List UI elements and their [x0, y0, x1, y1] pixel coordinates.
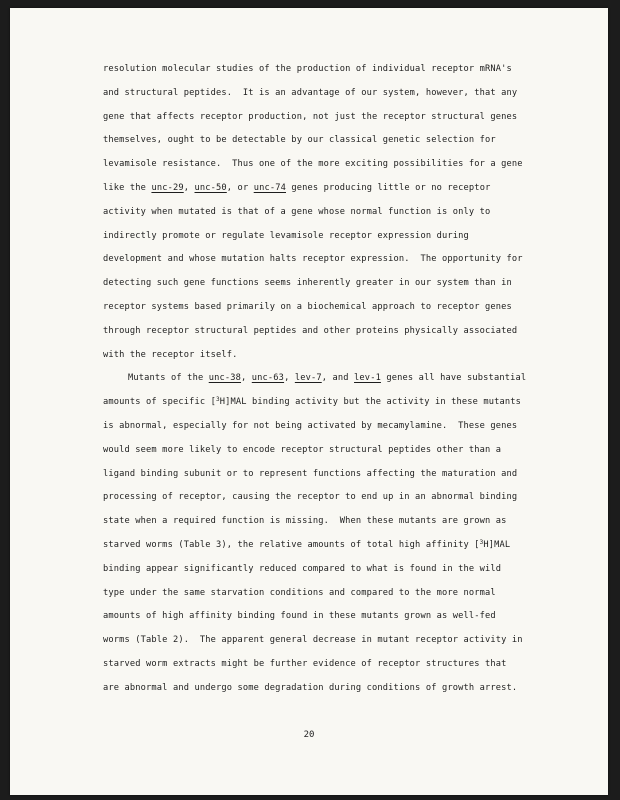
gene-name: unc-74: [253, 182, 286, 193]
text-run: ,: [284, 373, 295, 384]
text-run: like the: [103, 182, 152, 193]
document-page: [10, 8, 608, 795]
page-number: 20: [303, 730, 315, 740]
gene-name: unc-29: [151, 182, 184, 193]
text-line: is abnormal, especially for not being activated by mecamylamine. These genes: [103, 420, 518, 431]
text-line: development and whose mutation halts receptor expression. The opportunity for: [103, 254, 523, 265]
text-line: amounts of high affinity binding found in these mutants grown as well-fed: [103, 611, 496, 622]
text-run: ,: [241, 373, 252, 384]
text-run: H]MAL: [483, 539, 511, 550]
text-line: processing of receptor, causing the receptor to end up in an abnormal binding: [103, 492, 518, 503]
gene-name: lev-7: [294, 373, 322, 384]
text-run: Mutants of the: [128, 373, 209, 384]
text-run: ,: [183, 182, 195, 193]
text-line: and structural peptides. It is an advantage of our system, however, that any: [103, 87, 518, 98]
text-line: activity when mutated is that of a gene whose normal function is only to: [103, 206, 491, 217]
text-line: detecting such gene functions seems inherently greater in our system than in: [103, 278, 512, 289]
text-line: binding appear significantly reduced compared to what is found in the wild: [103, 563, 502, 574]
text-line: with the receptor itself.: [103, 349, 238, 360]
gene-name: unc-50: [194, 182, 227, 193]
text-line: levamisole resistance. Thus one of the more exciting possibilities for a gene: [103, 159, 523, 170]
text-line: [103, 534, 583, 558]
text-line: through receptor structural peptides and other proteins physically associated: [103, 325, 518, 336]
text-line: themselves, ought to be detectable by our classical genetic selection for: [103, 135, 496, 146]
gene-name: unc-63: [251, 373, 285, 384]
paragraph-2: [103, 367, 583, 700]
text-run: amounts of specific [: [103, 397, 216, 408]
text-line: would seem more likely to encode receptor structural peptides other than a: [103, 444, 502, 455]
text-line: [103, 177, 583, 201]
gene-name: unc-38: [208, 373, 242, 384]
text-run: H]MAL binding activity but the activity in these mutants: [219, 397, 522, 408]
paragraph-1: [103, 58, 583, 367]
body-text: [103, 58, 583, 701]
text-line: are abnormal and undergo some degradation during conditions of growth arrest.: [103, 682, 518, 693]
text-line: resolution molecular studies of the production of individual receptor mRNA's: [103, 64, 512, 74]
text-line: starved worm extracts might be further evidence of receptor structures that: [103, 658, 507, 669]
text-run: genes producing little or no receptor: [286, 182, 491, 193]
text-line: receptor systems based primarily on a biochemical approach to receptor genes: [103, 301, 512, 312]
text-line: ligand binding subunit or to represent functions affecting the maturation and: [103, 468, 518, 479]
text-line: gene that affects receptor production, not just the receptor structural genes: [103, 111, 518, 122]
text-line: state when a required function is missing. When these mutants are grown as: [103, 516, 507, 527]
text-run: starved worms (Table 3), the relative amounts of total high affinity [: [103, 539, 480, 550]
text-line: worms (Table 2). The apparent general decrease in mutant receptor activity in: [103, 635, 523, 646]
superscript: 3: [216, 396, 220, 404]
text-run: genes all have substantial: [380, 373, 527, 384]
text-line: type under the same starvation conditions and compared to the more normal: [103, 587, 496, 598]
gene-name: lev-1: [354, 373, 381, 384]
text-run: , or: [226, 182, 254, 193]
text-run: , and: [321, 373, 355, 384]
text-line: indirectly promote or regulate levamisole receptor expression during: [103, 230, 469, 241]
text-line: [103, 391, 583, 415]
text-line: [103, 367, 583, 391]
superscript: 3: [479, 538, 484, 546]
